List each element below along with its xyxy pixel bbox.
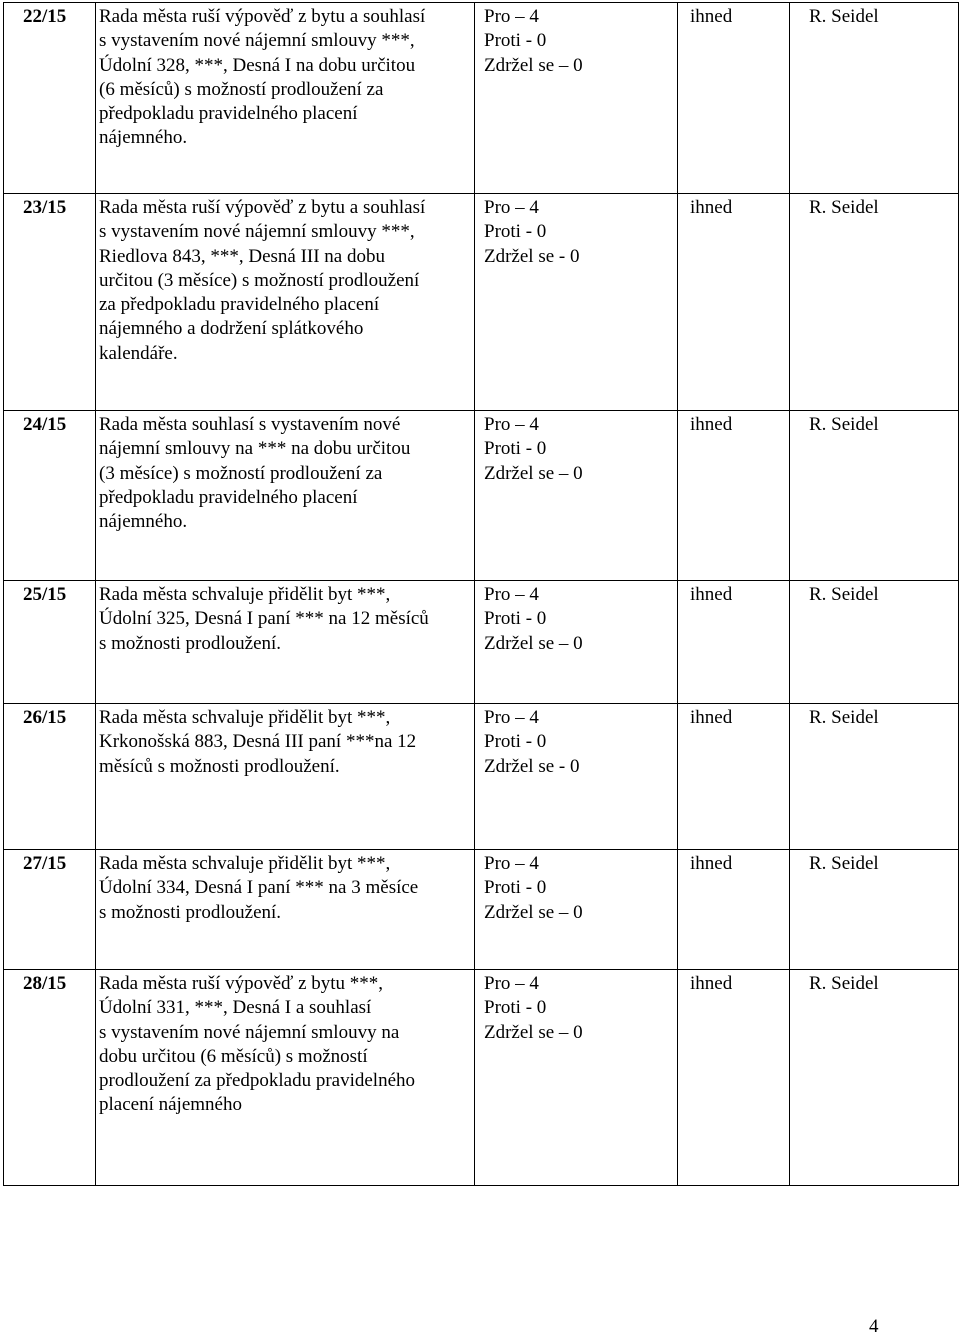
vote-line: Proti - 0 xyxy=(484,877,547,899)
resolution-row xyxy=(4,850,959,970)
vote-line: Proti - 0 xyxy=(484,438,547,460)
resolution-row xyxy=(4,3,959,194)
resolution-text-line: kalendáře. xyxy=(99,342,178,364)
vote-line: Pro – 4 xyxy=(484,6,539,27)
vote-result xyxy=(475,704,678,850)
resolution-row xyxy=(4,970,959,1186)
resolution-text-line: s vystavením nové nájemní smlouvy ***, xyxy=(99,221,415,243)
resolution-text-line: Údolní 334, Desná I paní *** na 3 měsíce xyxy=(99,877,419,899)
resolution-text-line: Krkonošská 883, Desná III paní ***na 12 xyxy=(99,731,417,753)
resolution-text-line: za předpokladu pravidelného placení xyxy=(99,294,380,316)
resolution-text xyxy=(96,970,475,1186)
resolution-text-line: Údolní 331, ***, Desná I a souhlasí xyxy=(99,997,372,1019)
responsible-person: R. Seidel xyxy=(790,411,959,581)
resolution-text-line: Rada města souhlasí s vystavením nové xyxy=(99,414,401,435)
resolution-text-line: měsíců s možnosti prodloužení. xyxy=(99,755,340,777)
vote-result xyxy=(475,850,678,970)
responsible-person: R. Seidel xyxy=(790,850,959,970)
resolution-text xyxy=(96,850,475,970)
vote-result xyxy=(475,970,678,1186)
deadline: ihned xyxy=(678,850,790,970)
resolutions-table xyxy=(3,2,959,1186)
vote-line: Proti - 0 xyxy=(484,608,547,630)
resolution-text-line: nájemní smlouvy na *** na dobu určitou xyxy=(99,438,411,460)
resolution-row xyxy=(4,581,959,704)
responsible-person: R. Seidel xyxy=(790,970,959,1186)
vote-line: Pro – 4 xyxy=(484,973,539,994)
resolution-text-line: s vystavením nové nájemní smlouvy na xyxy=(99,1021,400,1043)
resolution-row xyxy=(4,194,959,411)
responsible-person: R. Seidel xyxy=(790,581,959,704)
resolution-text xyxy=(96,194,475,411)
vote-line: Zdržel se – 0 xyxy=(484,901,583,923)
vote-line: Pro – 4 xyxy=(484,414,539,435)
vote-line: Zdržel se - 0 xyxy=(484,245,580,267)
resolution-text-line: Riedlova 843, ***, Desná III na dobu xyxy=(99,245,385,267)
vote-result xyxy=(475,581,678,704)
responsible-person: R. Seidel xyxy=(790,704,959,850)
deadline: ihned xyxy=(678,194,790,411)
deadline: ihned xyxy=(678,704,790,850)
resolution-number: 22/15 xyxy=(4,3,96,194)
vote-line: Zdržel se – 0 xyxy=(484,632,583,654)
resolution-text-line: (6 měsíců) s možností prodloužení za xyxy=(99,78,384,100)
vote-result xyxy=(475,194,678,411)
vote-line: Proti - 0 xyxy=(484,221,547,243)
vote-line: Proti - 0 xyxy=(484,731,547,753)
resolution-text-line: s možnosti prodloužení. xyxy=(99,901,282,923)
resolution-text-line: s vystavením nové nájemní smlouvy ***, xyxy=(99,30,415,52)
resolution-text-line: Rada města ruší výpověď z bytu a souhlasí xyxy=(99,197,426,218)
resolution-text-line: Rada města ruší výpověď z bytu ***, xyxy=(99,973,384,994)
resolution-text-line: Rada města ruší výpověď z bytu a souhlasí xyxy=(99,6,426,27)
vote-line: Proti - 0 xyxy=(484,997,547,1019)
resolution-text xyxy=(96,704,475,850)
resolution-number: 26/15 xyxy=(4,704,96,850)
resolution-text-line: placení nájemného xyxy=(99,1094,242,1116)
vote-line: Pro – 4 xyxy=(484,853,539,874)
vote-result xyxy=(475,411,678,581)
resolution-text-line: Rada města schvaluje přidělit byt ***, xyxy=(99,853,391,874)
resolution-text-line: určitou (3 měsíce) s možností prodloužení xyxy=(99,269,420,291)
responsible-person: R. Seidel xyxy=(790,3,959,194)
resolution-number: 27/15 xyxy=(4,850,96,970)
resolution-text-line: předpokladu pravidelného placení xyxy=(99,486,358,508)
resolution-text-line: Údolní 325, Desná I paní *** na 12 měsíců xyxy=(99,608,429,630)
resolution-row xyxy=(4,704,959,850)
vote-line: Pro – 4 xyxy=(484,584,539,605)
vote-line: Zdržel se – 0 xyxy=(484,1021,583,1043)
deadline: ihned xyxy=(678,581,790,704)
resolution-text xyxy=(96,3,475,194)
responsible-person: R. Seidel xyxy=(790,194,959,411)
resolution-text xyxy=(96,411,475,581)
deadline: ihned xyxy=(678,3,790,194)
resolution-text-line: Rada města schvaluje přidělit byt ***, xyxy=(99,584,391,605)
resolution-text-line: nájemného. xyxy=(99,511,188,533)
resolution-number: 28/15 xyxy=(4,970,96,1186)
resolution-number: 23/15 xyxy=(4,194,96,411)
resolution-text-line: Údolní 328, ***, Desná I na dobu určitou xyxy=(99,54,416,76)
vote-line: Pro – 4 xyxy=(484,707,539,728)
resolution-text-line: dobu určitou (6 měsíců) s možností xyxy=(99,1045,368,1067)
resolution-text-line: předpokladu pravidelného placení xyxy=(99,103,358,125)
vote-line: Zdržel se – 0 xyxy=(484,54,583,76)
vote-line: Zdržel se - 0 xyxy=(484,755,580,777)
resolution-row xyxy=(4,411,959,581)
resolution-number: 25/15 xyxy=(4,581,96,704)
vote-line: Pro – 4 xyxy=(484,197,539,218)
resolution-text-line: nájemného. xyxy=(99,127,188,149)
page-number: 4 xyxy=(869,1316,879,1337)
deadline: ihned xyxy=(678,411,790,581)
resolution-text-line: s možnosti prodloužení. xyxy=(99,632,282,654)
resolution-text xyxy=(96,581,475,704)
resolution-text-line: Rada města schvaluje přidělit byt ***, xyxy=(99,707,391,728)
resolution-text-line: prodloužení za předpokladu pravidelného xyxy=(99,1070,416,1092)
vote-result xyxy=(475,3,678,194)
vote-line: Proti - 0 xyxy=(484,30,547,52)
resolution-text-line: nájemného a dodržení splátkového xyxy=(99,318,364,340)
resolution-text-line: (3 měsíce) s možností prodloužení za xyxy=(99,462,383,484)
deadline: ihned xyxy=(678,970,790,1186)
vote-line: Zdržel se – 0 xyxy=(484,462,583,484)
resolution-number: 24/15 xyxy=(4,411,96,581)
